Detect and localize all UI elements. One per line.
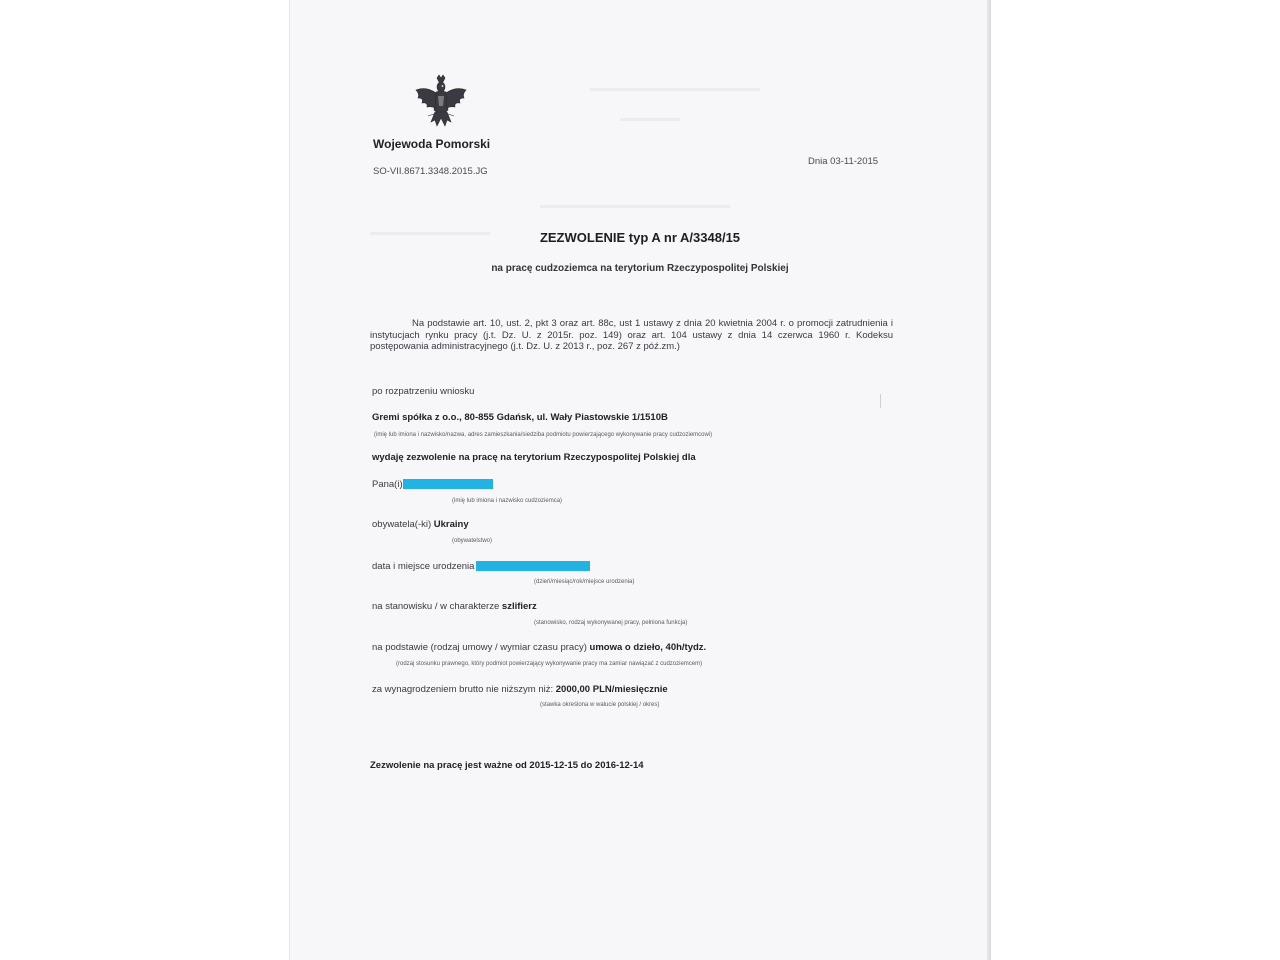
salary-value: 2000,00 PLN/miesięcznie bbox=[555, 684, 668, 695]
person-caption: (imię lub imiona i nazwisko cudzoziemca) bbox=[452, 498, 563, 504]
salary-caption: (stawka określona w walucie polskiej / okres) bbox=[540, 702, 660, 708]
grant-line: wydaję zezwolenie na pracę na terytorium Rzeczypospolitej Polskiej dla bbox=[372, 452, 696, 463]
contract-label: na podstawie (rodzaj umowy / wymiar czasu pracy) bbox=[372, 642, 587, 653]
show-through-mark bbox=[590, 88, 760, 91]
permit-subtitle: na pracę cudzoziemca na terytorium Rzeczypospolitej Polskiej bbox=[491, 263, 789, 274]
validity-statement: Zezwolenie na pracę jest ważne od 2015-12-15 do 2016-12-14 bbox=[370, 760, 644, 771]
reference-number: SO-VII.8671.3348.2015.JG bbox=[373, 166, 488, 177]
contract-caption: (rodzaj stosunku prawnego, który podmiot powierzający wykonywanie pracy ma zamiar nawiązać z cudzoziemcem) bbox=[396, 661, 703, 667]
pen-stroke bbox=[880, 394, 881, 408]
birth-label: data i miejsce urodzenia bbox=[372, 561, 475, 572]
polish-eagle-emblem-icon bbox=[412, 74, 470, 134]
legal-basis-paragraph: Na podstawie art. 10, ust. 2, pkt 3 oraz art. 88c, ust 1 ustawy z dnia 20 kwietnia 2004 r. o promocji zatrudnienia i instytucjach rynku pracy (j.t. Dz. U. z 2015r. poz. 149) oraz art. 104 ustawy z dnia 14 czerwca 1960 r. Kodeksu postępowania administracyjnego (j.t. Dz. U. z 2013 r., poz. 267 z póź.zm.) bbox=[370, 318, 893, 352]
applicant-value: Gremi spółka z o.o., 80-855 Gdańsk, ul. Wały Piastowskie 1/1510B bbox=[372, 412, 668, 423]
position-row bbox=[372, 601, 537, 612]
redaction-block bbox=[403, 479, 493, 489]
document-page bbox=[290, 0, 990, 960]
show-through-mark bbox=[540, 205, 730, 208]
contract-row bbox=[372, 642, 706, 653]
issue-date: Dnia 03-11-2015 bbox=[808, 156, 879, 167]
consideration-line: po rozpatrzeniu wniosku bbox=[372, 386, 475, 397]
salary-row bbox=[372, 684, 668, 695]
position-value: szlifierz bbox=[501, 601, 537, 612]
position-label: na stanowisku / w charakterze bbox=[372, 601, 500, 612]
salary-label: za wynagrodzeniem brutto nie niższym niż: bbox=[372, 684, 554, 695]
citizenship-caption: (obywatelstwo) bbox=[452, 538, 493, 544]
citizenship-value: Ukrainy bbox=[433, 519, 469, 530]
applicant-caption: (imię lub imiona i nazwisko/nazwa, adres zamieszkania/siedziba podmiotu powierzającego wykonywanie pracy cudzoziemcowi) bbox=[374, 432, 713, 438]
position-caption: (stanowisko, rodzaj wykonywanej pracy, pełniona funkcja) bbox=[534, 620, 688, 626]
authority-name: Wojewoda Pomorski bbox=[373, 137, 491, 151]
redaction-block bbox=[476, 561, 590, 571]
page-edge bbox=[987, 0, 990, 960]
permit-title: ZEZWOLENIE typ A nr A/3348/15 bbox=[539, 230, 741, 245]
birth-caption: (dzień/miesiąc/rok/miejsce urodzenia) bbox=[534, 579, 635, 585]
citizenship-label: obywatela(-ki) bbox=[372, 519, 432, 530]
person-row bbox=[372, 479, 493, 490]
contract-value: umowa o dzieło, 40h/tydz. bbox=[589, 642, 707, 653]
citizenship-row bbox=[372, 519, 469, 530]
person-label: Pana(i) bbox=[372, 479, 403, 490]
birth-row bbox=[372, 561, 590, 572]
show-through-mark bbox=[620, 118, 680, 121]
